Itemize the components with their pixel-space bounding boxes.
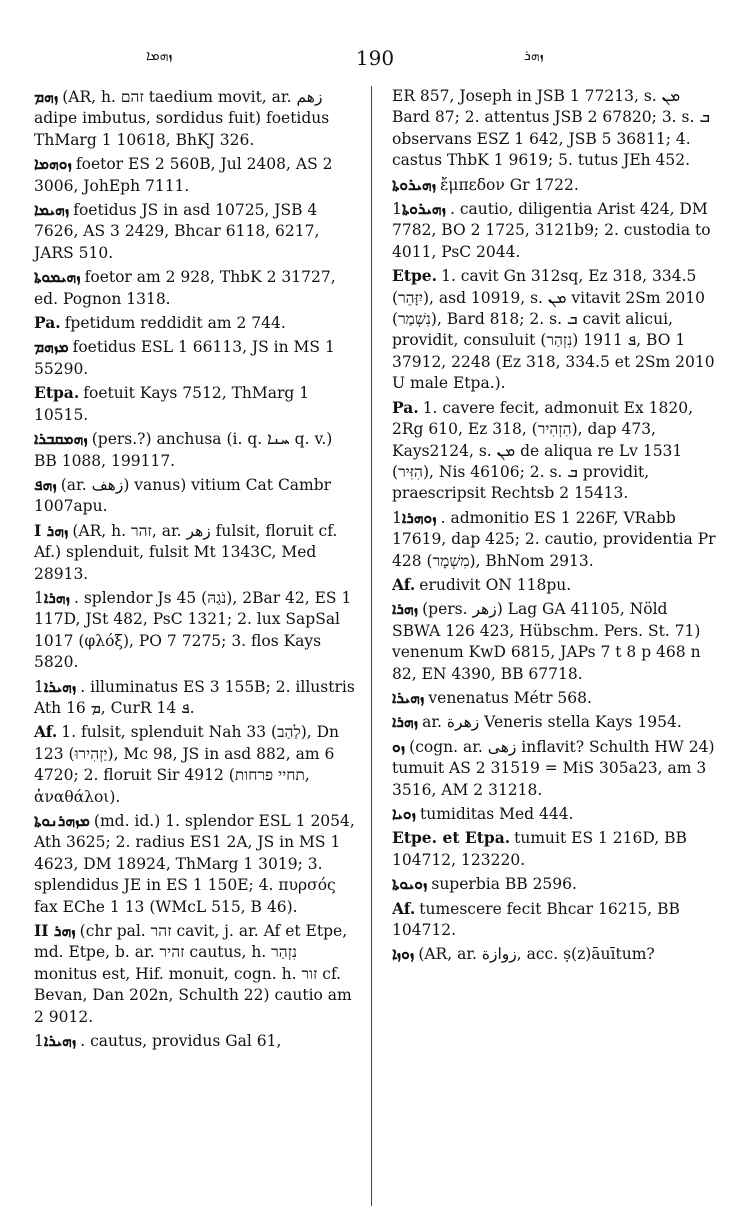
dictionary-entry <box>392 397 718 505</box>
left-column <box>34 86 360 1054</box>
entry-headword: ܙܗܝܡܐ <box>34 200 70 220</box>
dictionary-entry <box>392 507 718 572</box>
entry-headword: ܙܘܗܪܐ <box>401 507 437 527</box>
entry-headword: ܙܗܝܪܘܬܐ <box>401 199 446 219</box>
dictionary-entry <box>34 920 360 1028</box>
dictionary-entry <box>34 676 360 720</box>
entry-text: erudivit ON 118pu. <box>419 575 572 594</box>
entry-headword: ܙܗܡܩܒܪܐ <box>34 429 88 449</box>
entry-text: fpetidum reddidit am 2 744. <box>64 314 286 333</box>
entry-headword: Etpe. <box>392 266 438 286</box>
column-divider <box>371 86 372 1206</box>
entry-text: (md. id.) 1. splendor ESL 1 2054, Ath 3625; 2. radius ES1 2A, JS in MS 1 4623, DM 18924, ThMarg 1 3019; 3. splendidus JE in ES 1 150E; 4. πυρσός fax EChe 1 13 (WMcL 515, B 46). <box>34 812 355 916</box>
entry-text: superbia BB 2596. <box>431 875 577 894</box>
entry-text: 1. cautus, providus Gal 61, <box>34 1032 282 1051</box>
dictionary-entry <box>34 153 360 197</box>
entry-text: (AR, ar. زوازة, acc. ṣ(z)āuītum? <box>418 945 655 964</box>
entry-text: tumiditas Med 444. <box>419 805 574 823</box>
entry-headword: ܙܗܪܐ <box>392 599 419 619</box>
dictionary-entry <box>34 382 360 426</box>
dictionary-entry <box>34 86 360 151</box>
entry-headword: ܙܗܝܡܘܬܐ <box>34 267 81 287</box>
entry-text: (AR, h. זהר, ar. زهر fulsit, floruit cf. Af.) splenduit, fulsit Mt 1343C, Med 28913. <box>34 521 338 583</box>
entry-text: (AR, h. זהם taedium movit, ar. زهم adipe imbutus, sordidus fuit) foetidus ThMarg 1 10618, BhKJ 326. <box>34 88 330 149</box>
dictionary-entry <box>392 174 718 196</box>
entry-text: (pers.?) anchusa (i. q. ܚܢܐ q. v.) BB 1088, 199117. <box>34 430 333 470</box>
entry-text: foetidus ESL 1 66113, JS in MS 1 55290. <box>34 338 335 378</box>
entry-text: (cogn. ar. زهى inflavit? Schulth HW 24) tumuit AS 2 31519 = MiS 305a23, am 3 3516, AM 2 31218. <box>392 737 715 799</box>
entry-headword: Pa. <box>34 313 61 333</box>
entry-text: ar. زهرة Veneris stella Kays 1954. <box>422 713 682 732</box>
dictionary-entry <box>34 266 360 310</box>
dictionary-entry <box>34 336 360 380</box>
dictionary-entry <box>34 721 360 808</box>
entry-text: foetor ES 2 560B, Jul 2408, AS 2 3006, JohEph 7111. <box>34 155 333 195</box>
entry-text: ἔμπεδον Gr 1722. <box>440 175 579 194</box>
entry-headword: ܡܙܗܪܢܘܬܐ <box>34 811 90 830</box>
dictionary-entry <box>34 1030 360 1052</box>
entry-headword: ܙܗܝܪܐ <box>43 1031 77 1051</box>
entry-headword: Af. <box>392 898 416 918</box>
dictionary-entry <box>392 898 718 942</box>
entry-headword: ܙܗܪܐ <box>43 587 70 607</box>
entry-headword: Af. <box>34 722 58 742</box>
dictionary-entry <box>34 587 360 674</box>
entry-headword: Af. <box>392 574 416 594</box>
page-number: 190 <box>355 46 395 70</box>
dictionary-entry <box>392 736 718 801</box>
entry-headword: ܙܗܝܪܘܬܐ <box>392 174 437 194</box>
entry-headword: II ܙܗܪ <box>34 921 76 941</box>
dictionary-entry <box>392 198 718 263</box>
entry-text: (ar. زهف) vanus) vitium Cat Cambr 1007apu. <box>34 475 332 516</box>
dictionary-entry <box>392 265 718 394</box>
entry-text: foetidus JS in asd 10725, JSB 4 7626, AS 3 2429, Bhcar 6118, 6217, JARS 510. <box>34 201 320 262</box>
right-column <box>392 86 718 968</box>
entry-headword: ܙܘܝܐ <box>392 804 416 823</box>
dictionary-entry <box>34 199 360 264</box>
header-left-word: ܙܗܡܐ <box>146 48 173 64</box>
dictionary-entry <box>34 810 360 918</box>
entry-headword: ܙܘ <box>392 736 406 756</box>
entry-text: 1. cavit Gn 312sq, Ez 318, 334.5 (יִזָּהֵר), asd 10919, s. ܡܢ vitavit 2Sm 2010 (נִשְׁמַר), Bard 818; 2. s. ܒ cavit alicui, providit, consuluit ܦ 1911 (נִזְהַר), BO 1 37912, 2248 (Ez 318, 334.5 et 2Sm 2010 U male Etpa.). <box>392 267 715 393</box>
entry-headword: ܙܘܙܐ <box>392 944 415 964</box>
entry-headword: ܙܗܦ <box>34 474 57 494</box>
entry-text: 1. cautio, diligentia Arist 424, DM 7782, BO 2 1725, 3121b9; 2. custodia to 4011, PsC 2044. <box>392 200 711 261</box>
dictionary-entry <box>392 86 718 172</box>
entry-text: venenatus Métr 568. <box>428 688 592 707</box>
entry-text: 1. fulsit, splenduit Nah 33 (לַהַב), Dn 123 (יַזְהִירוּ), Mc 98, JS in asd 882, am 6 4720; 2. floruit Sir 4912 (תחיי פרחות, ἀναθάλοι). <box>34 723 340 806</box>
dictionary-entry <box>392 803 718 825</box>
entry-headword: ܙܗܡ <box>34 87 59 106</box>
dictionary-entry <box>392 574 718 596</box>
entry-headword: ܙܘܗܡܐ <box>34 154 72 174</box>
dictionary-entry <box>34 474 360 518</box>
entry-headword: Etpe. et Etpa. <box>392 828 511 848</box>
entry-headword: ܙܗܪܐ <box>392 712 419 732</box>
entry-text: tumescere fecit Bhcar 16215, BB 104712. <box>392 899 680 940</box>
dictionary-entry <box>392 687 718 709</box>
entry-text: 1. cavere fecit, admonuit Ex 1820, 2Rg 610, Ez 318, (הִזְהִיר), dap 473, Kays2124, s. ܡܢ de aliqua re Lv 1531 (הִזִּיר), Nis 46106; 2. s. ܒ providit, praescripsit Rechtsb 2 15413. <box>392 398 694 503</box>
entry-headword: ܙܗܝܪܐ <box>43 676 77 696</box>
entry-text: 1. admonitio ES 1 226F, VRabb 17619, dap 425; 2. cautio, providentia Pr 428 (מִשְׁמָר), BhNom 2913. <box>392 508 716 570</box>
entry-text: 1. splendor Js 45 (נֹגַהּ), 2Bar 42, ES 1 117D, JSt 482, PsC 1321; 2. lux SapSal 1017 (φλόξ), PO 7 7275; 3. flos Kays 5820. <box>34 588 352 672</box>
entry-text: tumuit ES 1 216D, BB 104712, 123220. <box>392 829 687 869</box>
entry-headword: Etpa. <box>34 383 80 403</box>
dictionary-entry <box>392 873 718 895</box>
entry-headword: ܡܙܗܡ <box>34 337 69 357</box>
dictionary-entry <box>392 598 718 685</box>
header-right-word: ܙܗܪ <box>524 48 544 64</box>
dictionary-entry <box>34 520 360 585</box>
entry-headword: I ܙܗܪ <box>34 520 69 540</box>
entry-text: 1. illuminatus ES 3 155B; 2. illustris Ath ܡ 16, CurR ܦ 14. <box>34 677 355 717</box>
dictionary-entry <box>34 428 360 472</box>
dictionary-entry <box>392 943 718 965</box>
entry-text: (chr pal. זהר cavit, j. ar. Af et Etpe, md. Etpe, b. ar. זהיר cautus, h. נִזְהַר monitus est, Hif. monuit, cogn. h. זור cf. Bevan, Dan 202n, Schulth 22) cautio am 2 9012. <box>34 922 352 1026</box>
entry-text: (pers. زهر) Lag GA 41105, Nöld SBWA 126 423, Hübschm. Pers. St. 71) venenum KwD 6815, JAPs 7 t 8 p 468 n 82, EN 4390, BB 67718. <box>392 600 701 683</box>
entry-text: foetuit Kays 7512, ThMarg 1 10515. <box>34 384 310 424</box>
entry-headword: ܙܘܝܘܬܐ <box>392 874 428 894</box>
entry-text: ER 857, Joseph in JSB 1 77213, s. ܡܢ Bard 87; 2. attentus JSB 2 67820; 3. s. ܒ observans ESZ 1 642, JSB 5 36811; 4. castus ThbK 1 9619; 5. tutus JEh 452. <box>392 87 710 170</box>
entry-headword: Pa. <box>392 397 419 417</box>
dictionary-entry <box>34 312 360 334</box>
page-header <box>0 46 750 76</box>
entry-headword: ܙܗܝܪܐ <box>392 687 425 707</box>
dictionary-entry <box>392 711 718 733</box>
dictionary-entry <box>392 827 718 871</box>
entry-text: foetor am 2 928, ThbK 2 31727, ed. Pognon 1318. <box>34 268 336 308</box>
